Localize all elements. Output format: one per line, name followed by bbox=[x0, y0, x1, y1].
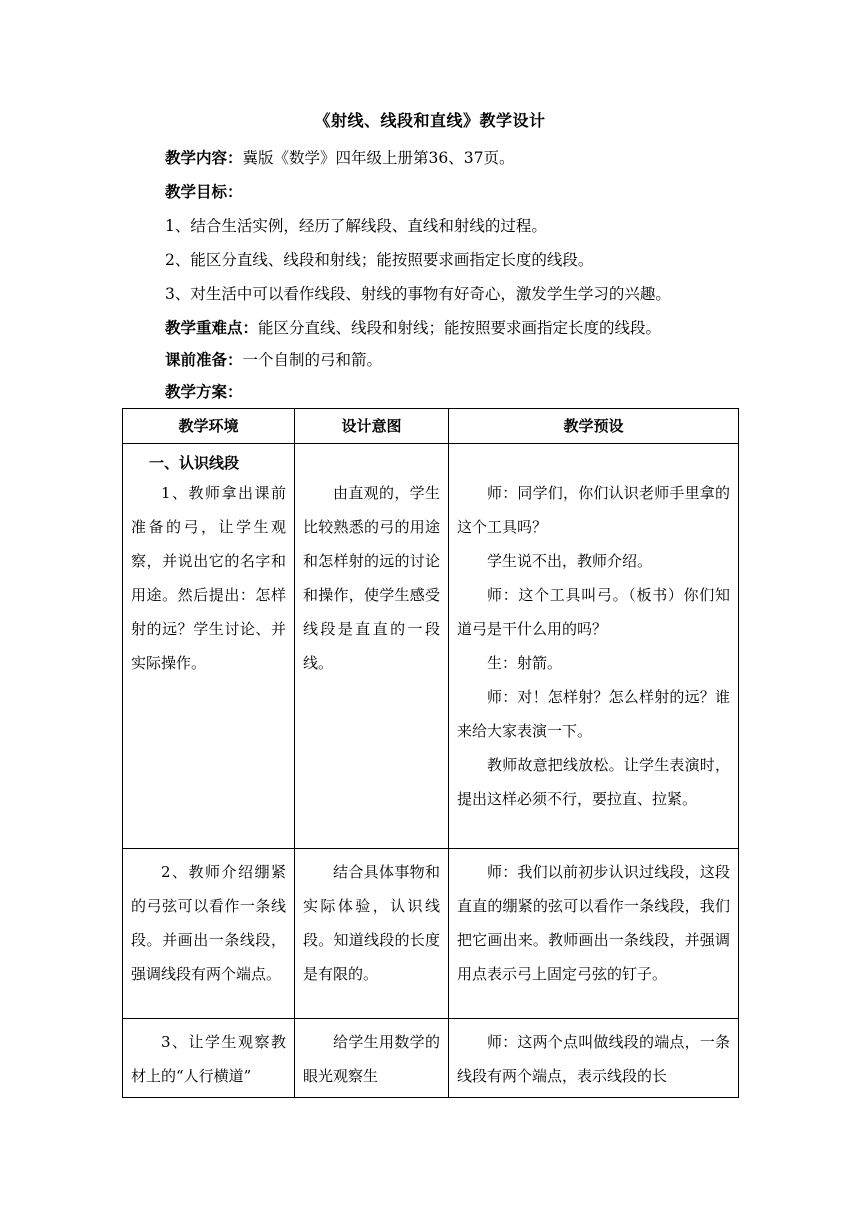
key-points-line bbox=[165, 318, 661, 338]
intent-text: 由直观的，学生比较熟悉的弓的用途和怎样射的远的讨论和操作，使学生感受线段是直直的一段线。 bbox=[303, 484, 440, 672]
intent-text: 结合具体事物和实际体验，认识线段。知道线段的长度是有限的。 bbox=[303, 863, 440, 983]
goal-item: 2、能区分直线、线段和射线；能按照要求画指定长度的线段。 bbox=[165, 251, 594, 269]
teaching-goals-label: 教学目标： bbox=[165, 182, 243, 201]
lesson-plan-table bbox=[122, 408, 739, 1098]
environment-text: 2、教师介绍绷紧的弓弦可以看作一条线段。并画出一条线段，强调线段有两个端点。 bbox=[131, 863, 286, 983]
table-row bbox=[123, 444, 739, 849]
preset-paragraph: 生：射箭。 bbox=[487, 654, 563, 672]
preset-paragraph: 师：这个工具叫弓。（板书）你们知道弓是干什么用的吗？ bbox=[457, 586, 730, 638]
document-title: 《射线、线段和直线》教学设计 bbox=[314, 111, 546, 130]
preset-paragraph: 师：这两个点叫做线段的端点，一条线段有两个端点，表示线段的长 bbox=[457, 1033, 730, 1085]
environment-text: 1、教师拿出课前准备的弓，让学生观察，并说出它的名字和用途。然后提出：怎样射的远？学生讨论、并实际操作。 bbox=[131, 484, 286, 672]
environment-text: 3、让学生观察教材上的“人行横道” bbox=[131, 1033, 286, 1085]
environment-cell bbox=[123, 444, 295, 849]
teaching-content-text: 冀版《数学》四年级上册第36、37页。 bbox=[242, 149, 515, 167]
preset-cell bbox=[449, 849, 739, 1019]
intent-cell bbox=[295, 849, 449, 1019]
preparation-label: 课前准备： bbox=[165, 350, 243, 369]
plan-label: 教学方案： bbox=[165, 382, 243, 401]
preparation-line bbox=[165, 350, 382, 370]
teaching-content-line bbox=[165, 148, 514, 168]
key-points-text: 能区分直线、线段和射线；能按照要求画指定长度的线段。 bbox=[258, 319, 662, 337]
header-teaching-environment: 教学环境 bbox=[123, 409, 295, 444]
table-row bbox=[123, 849, 739, 1019]
preset-cell bbox=[449, 444, 739, 849]
goal-item: 3、对生活中可以看作线段、射线的事物有好奇心，激发学生学习的兴趣。 bbox=[165, 285, 671, 303]
section-heading: 一、认识线段 bbox=[149, 454, 240, 472]
preset-cell bbox=[449, 1019, 739, 1098]
preset-paragraph: 师：我们以前初步认识过线段，这段直直的绷紧的弦可以看作一条线段，我们把它画出来。教师画出一条线段，并强调用点表示弓上固定弓弦的钉子。 bbox=[457, 863, 730, 983]
table-row bbox=[123, 1019, 739, 1098]
header-design-intent: 设计意图 bbox=[295, 409, 449, 444]
header-teaching-preset: 教学预设 bbox=[449, 409, 739, 444]
preset-paragraph: 师：同学们，你们认识老师手里拿的这个工具吗？ bbox=[457, 484, 730, 536]
environment-cell bbox=[123, 849, 295, 1019]
preparation-text: 一个自制的弓和箭。 bbox=[242, 351, 383, 369]
intent-cell bbox=[295, 1019, 449, 1098]
preset-paragraph: 教师故意把线放松。让学生表演时，提出这样必须不行，要拉直、拉紧。 bbox=[457, 756, 730, 808]
preset-paragraph: 师：对！怎样射？怎么样射的远？谁来给大家表演一下。 bbox=[457, 688, 730, 740]
plan-label-line bbox=[165, 382, 243, 402]
teaching-goals-label-line bbox=[165, 182, 243, 202]
key-points-label: 教学重难点： bbox=[165, 318, 259, 337]
intent-text: 给学生用数学的眼光观察生 bbox=[303, 1033, 440, 1085]
teaching-content-label: 教学内容： bbox=[165, 148, 243, 167]
table-header-row bbox=[123, 409, 739, 444]
intent-cell bbox=[295, 444, 449, 849]
goal-item: 1、结合生活实例，经历了解线段、直线和射线的过程。 bbox=[165, 217, 547, 235]
preset-paragraph: 学生说不出，教师介绍。 bbox=[487, 552, 653, 570]
environment-cell bbox=[123, 1019, 295, 1098]
